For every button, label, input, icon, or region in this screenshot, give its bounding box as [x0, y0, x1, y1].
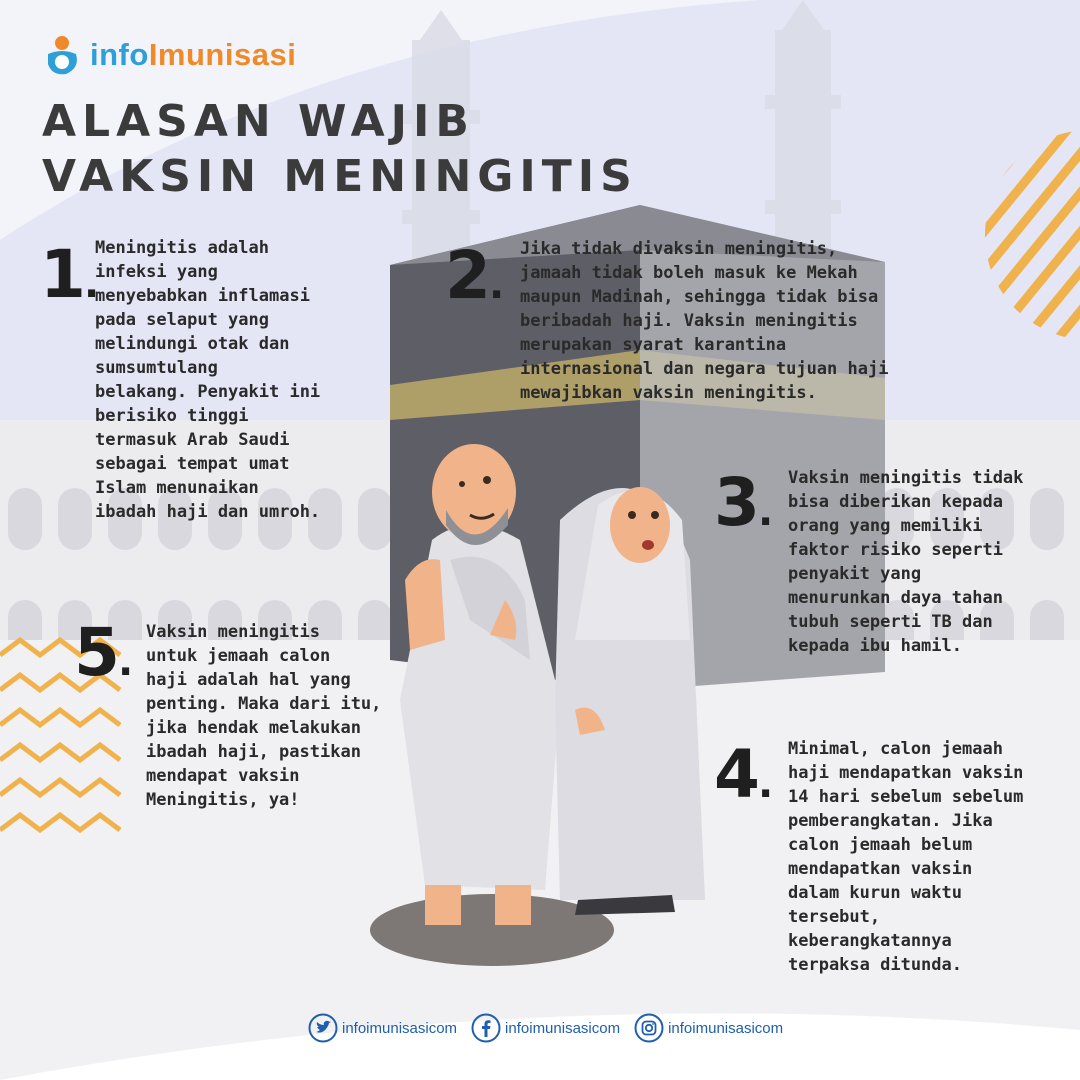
point-4-text: Minimal, calon jemaah haji mendapatkan vaksin 14 hari sebelum sebelum pemberangkatan. Jika calon jemaah belum mendapatkan vaksin dalam kurun waktu tersebut, keberangkatannya terpaksa ditunda. — [788, 739, 1024, 975]
point-4-number: 4. — [714, 736, 772, 813]
twitter-icon — [308, 1013, 338, 1043]
social-links — [308, 1013, 797, 1043]
point-4-digit: 4 — [714, 736, 758, 813]
logo-suffix: Imunisasi — [148, 37, 297, 72]
point-3-number: 3. — [714, 464, 772, 541]
baby-logo-icon — [40, 32, 86, 78]
logo-text — [90, 37, 296, 73]
facebook-link[interactable] — [471, 1013, 620, 1043]
twitter-link[interactable] — [308, 1013, 457, 1043]
point-2-number: 2. — [445, 237, 503, 314]
page-title — [42, 94, 638, 204]
twitter-handle: infoimunisasicom — [342, 1019, 458, 1037]
logo-prefix: info — [90, 37, 149, 72]
female-pilgrim-illustration — [555, 487, 705, 915]
brand-logo — [40, 30, 296, 80]
point-5-digit: 5 — [74, 614, 118, 691]
point-2-text: Jika tidak divaksin meningitis, jamaah tidak boleh masuk ke Mekah maupun Madinah, sehingga tidak bisa beribadah haji. Vaksin meningitis merupakan syarat karantina internasional dan negara tujuan haji mewajibkan vaksin meningitis. — [520, 239, 889, 403]
point-2-digit: 2 — [445, 237, 489, 314]
point-5-text: Vaksin meningitis untuk jemaah calon haji adalah hal yang penting. Maka dari itu, jika hendak melakukan ibadah haji, pastikan mendapat vaksin Meningitis, ya! — [146, 622, 382, 810]
point-1-digit: 1 — [40, 236, 84, 313]
facebook-handle: infoimunisasicom — [505, 1019, 621, 1037]
instagram-icon — [634, 1013, 664, 1043]
facebook-icon — [471, 1013, 501, 1043]
point-3-digit: 3 — [714, 464, 758, 541]
instagram-handle: infoimunisasicom — [668, 1019, 784, 1037]
point-1-text: Meningitis adalah infeksi yang menyebabkan inflamasi pada selaput yang melindungi otak dan sumsumtulang belakang. Penyakit ini berisiko tinggi termasuk Arab Saudi sebagai tempat umat Islam menunaikan ibadah haji dan umroh. — [95, 238, 321, 522]
point-5-number: 5. — [74, 614, 132, 691]
title-line-2: VAKSIN MENINGITIS — [42, 151, 638, 202]
point-3-text: Vaksin meningitis tidak bisa diberikan kepada orang yang memiliki faktor risiko seperti penyakit yang menurunkan daya tahan tubuh seperti TB dan kepada ibu hamil. — [788, 468, 1024, 656]
instagram-link[interactable] — [634, 1013, 783, 1043]
point-1-number: 1. — [40, 236, 98, 313]
title-line-1: ALASAN WAJIB — [42, 96, 475, 147]
